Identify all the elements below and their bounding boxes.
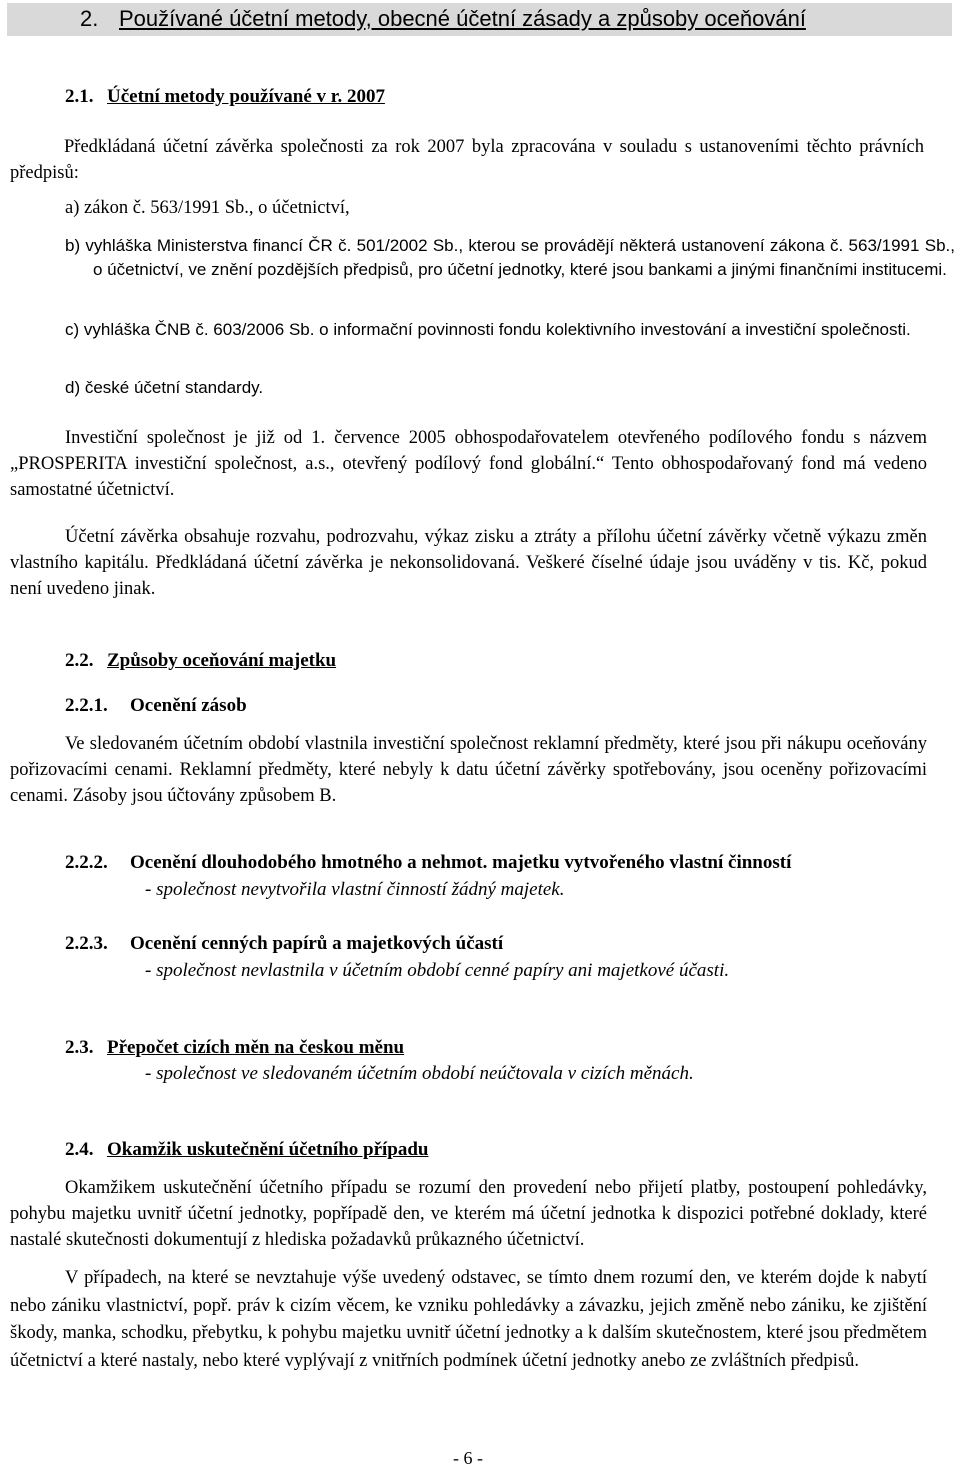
section-2-2-2-note: - společnost nevytvořila vlastní činností žádný majetek. <box>145 879 565 900</box>
section-2-2-1-title: Ocenění zásob <box>130 695 247 716</box>
section-2-2-1-text: Ve sledovaném účetním období vlastnila investiční společnost reklamní předměty, které jsou při nákupu oceňovány pořizovacími cenami. Reklamní předměty, které nebyly k datu účetní závěrky spotřebovány, jsou oceněny pořizovacími cenami. Zásoby jsou účtovány způsobem B. <box>10 734 927 806</box>
chapter-number: 2. <box>80 6 99 31</box>
chapter-heading-bar <box>7 3 952 36</box>
section-2-2-number: 2.2. <box>65 650 94 671</box>
section-2-4-paragraph-1: Okamžikem uskutečnění účetního případu se rozumí den provedení nebo přijetí platby, postoupení pohledávky, pohybu majetku uvnitř účetní jednotky, popřípadě den, ve kterém má účetní jednotka k dispozici potřebné doklady, které nastalé skutečnosti dokumentují z hlediska požadavků průkazného účetnictví. <box>10 1178 927 1250</box>
section-2-2-3-note: - společnost nevlastnila v účetním období cenné papíry ani majetkové účasti. <box>145 960 730 981</box>
section-2-3-note: - společnost ve sledovaném účetním období neúčtovala v cizích měnách. <box>145 1063 694 1084</box>
section-2-4-number: 2.4. <box>65 1139 94 1160</box>
section-2-3-title: Přepočet cizích měn na českou měnu <box>107 1037 405 1058</box>
section-2-2-1-number: 2.2.1. <box>65 695 108 716</box>
chapter-title: Používané účetní metody, obecné účetní zásady a způsoby oceňování <box>119 6 806 31</box>
section-2-3-number: 2.3. <box>65 1037 94 1058</box>
legal-item-c: c) vyhláška ČNB č. 603/2006 Sb. o informační povinnosti fondu kolektivního investování a investiční společnosti. <box>65 320 911 339</box>
section-2-2-3-title: Ocenění cenných papírů a majetkových účastí <box>130 933 504 954</box>
section-2-2-2-title: Ocenění dlouhodobého hmotného a nehmot. majetku vytvořeného vlastní činností <box>130 852 792 873</box>
section-2-1-paragraph-1: Investiční společnost je již od 1. července 2005 obhospodařovatelem otevřeného podílového fondu s názvem „PROSPERITA investiční společnost, a.s., otevřený podílový fond globální.“ Tento obhospodařovaný fond má vedeno samostatné účetnictví. <box>10 428 927 500</box>
page-number: - 6 - <box>453 1448 483 1468</box>
section-2-2-2-number: 2.2.2. <box>65 852 108 873</box>
legal-item-a: a) zákon č. 563/1991 Sb., o účetnictví, <box>65 198 350 218</box>
section-2-1-paragraph-2: Účetní závěrka obsahuje rozvahu, podrozvahu, výkaz zisku a ztráty a přílohu účetní závěrky včetně výkazu změn vlastního kapitálu. Předkládaná účetní závěrka je nekonsolidovaná. Veškeré číselné údaje jsou uváděny v tis. Kč, pokud není uvedeno jinak. <box>10 527 927 599</box>
section-2-4-title: Okamžik uskutečnění účetního případu <box>107 1139 429 1160</box>
section-2-1-title: Účetní metody používané v r. 2007 <box>107 86 385 107</box>
legal-item-b: b) vyhláška Ministerstva financí ČR č. 501/2002 Sb., kterou se provádějí některá ustanovení zákona č. 563/1991 Sb., o účetnictví, ve znění pozdějších předpisů, pro účetní jednotky, které jsou bankami a jinými finančními institucemi. <box>65 236 955 279</box>
legal-item-d: d) české účetní standardy. <box>65 378 264 397</box>
section-2-4-paragraph-2: V případech, na které se nevztahuje výše uvedený odstavec, se tímto dnem rozumí den, ve kterém dojde k nabytí nebo zániku vlastnictví, popř. práv k cizím věcem, ke vzniku pohledávky a závazku, jejich změně nebo zániku, ke zjištění škody, manka, schodku, přebytku, k pohybu majetku uvnitř účetní jednotky a k dalším skutečnostem, které jsou předmětem účetnictví a které nastaly, nebo které vyplývají z vnitřních podmínek účetní jednotky anebo ze zvláštních předpisů. <box>10 1268 927 1371</box>
section-2-2-3-number: 2.2.3. <box>65 933 108 954</box>
section-2-1-intro: Předkládaná účetní závěrka společnosti za rok 2007 byla zpracována v souladu s ustanoveními těchto právních předpisů: <box>10 137 924 183</box>
section-2-1-number: 2.1. <box>65 86 94 107</box>
section-2-2-title: Způsoby oceňování majetku <box>107 650 337 671</box>
